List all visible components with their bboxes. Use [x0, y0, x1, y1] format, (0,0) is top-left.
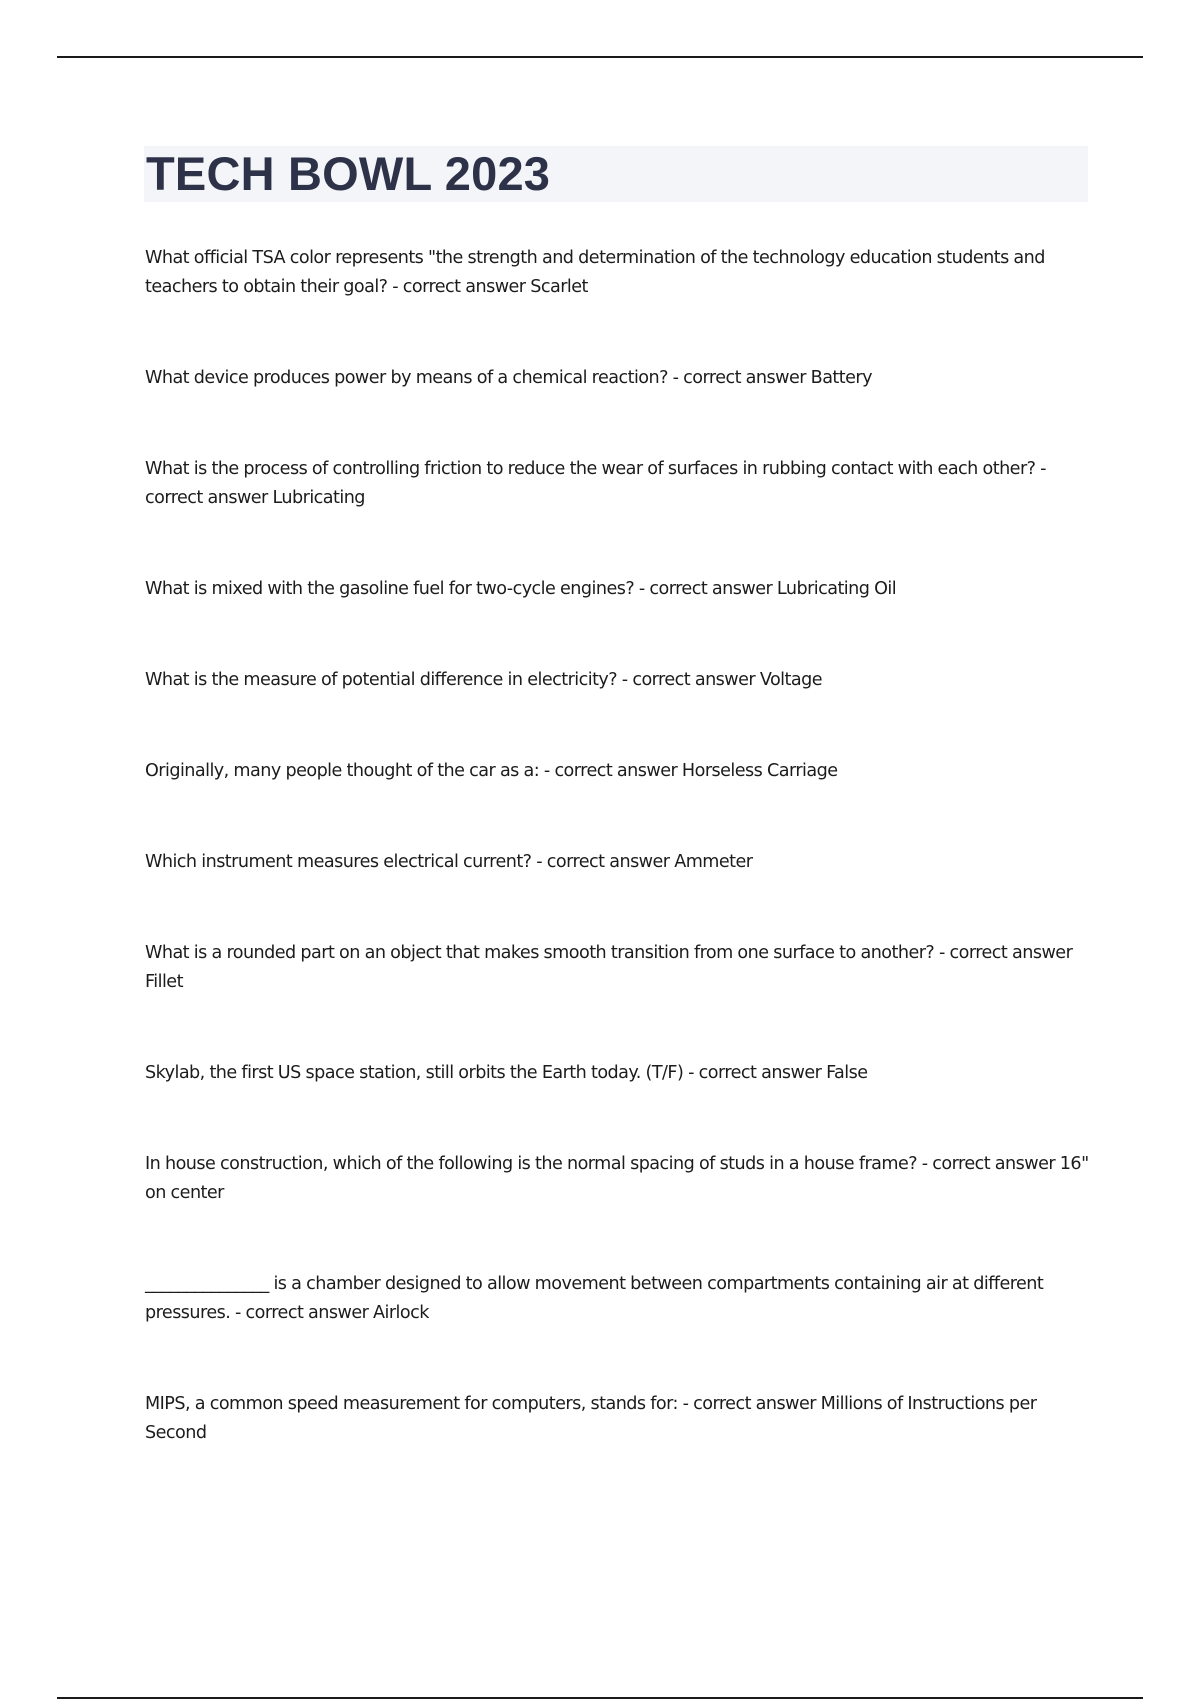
- question-list: [145, 244, 1090, 1510]
- question-item: Skylab, the first US space station, still orbits the Earth today. (T/F) - correct answer False: [145, 1063, 868, 1083]
- question-item: Which instrument measures electrical current? - correct answer Ammeter: [145, 852, 753, 872]
- question-item: Originally, many people thought of the car as a: - correct answer Horseless Carriage: [145, 761, 838, 781]
- question-item: In house construction, which of the following is the normal spacing of studs in a house frame? - correct answer 16" on center: [145, 1154, 1089, 1203]
- question-item: _______________ is a chamber designed to allow movement between compartments containing air at different pressures. - correct answer Airlock: [145, 1274, 1044, 1323]
- top-divider: [57, 56, 1143, 58]
- question-item: What device produces power by means of a chemical reaction? - correct answer Battery: [145, 368, 872, 388]
- question-item: What is mixed with the gasoline fuel for two-cycle engines? - correct answer Lubricating Oil: [145, 579, 897, 599]
- question-item: What is a rounded part on an object that makes smooth transition from one surface to another? - correct answer Fillet: [145, 943, 1073, 992]
- question-item: What is the process of controlling friction to reduce the wear of surfaces in rubbing contact with each other? - correct answer Lubricating: [145, 459, 1046, 508]
- question-item: What is the measure of potential difference in electricity? - correct answer Voltage: [145, 670, 822, 690]
- document-title: TECH BOWL 2023: [146, 147, 551, 200]
- question-item: MIPS, a common speed measurement for computers, stands for: - correct answer Millions of Instructions per Second: [145, 1394, 1037, 1443]
- question-item: What official TSA color represents "the strength and determination of the technology education students and teachers to obtain their goal? - correct answer Scarlet: [145, 248, 1045, 297]
- bottom-divider: [57, 1697, 1143, 1699]
